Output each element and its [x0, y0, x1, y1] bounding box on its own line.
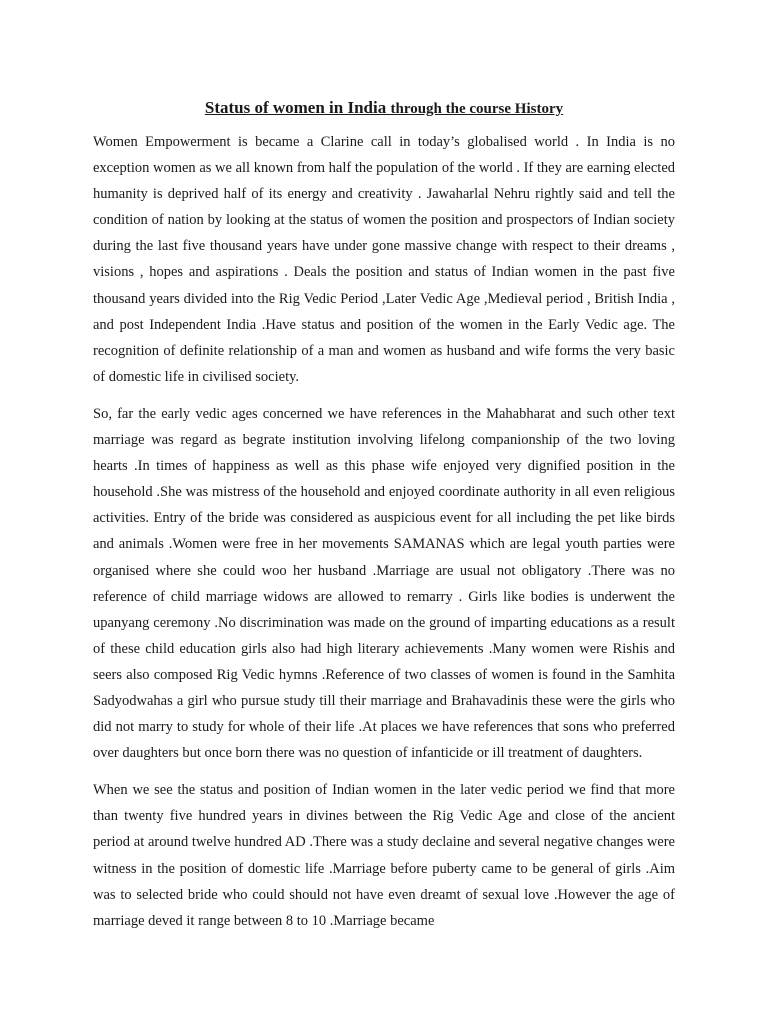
paragraph-introduction: Women Empowerment is became a Clarine call in today’s globalised world . In India is no exception women as we all known from half the population of the world . If they are earning elected humanity is deprived half of its energy and creativity . Jawaharlal Nehru rightly said and tell the condition of nation by looking at the status of women the position and prospectors of Indian society during the last five thousand years have under gone massive change with respect to their dreams , visions , hopes and aspirations . Deals the position and status of Indian women in the past five thousand years divided into the Rig Vedic Period ,Later Vedic Age ,Medieval period , British India , and post Independent India .Have status and position of the women in the Early Vedic age. The recognition of definite relationship of a man and women as husband and wife forms the very basic of domestic life in civilised society. — [93, 134, 675, 385]
document-title — [93, 96, 675, 121]
document-title-part-2: through the course History — [390, 101, 564, 117]
document-title-part-1: Status of women in India — [204, 98, 391, 117]
paragraph-later-vedic-period: When we see the status and position of Indian women in the later vedic period we find that more than twenty five hundred years in divines between the Rig Vedic Age and close of the ancient period at around twelve hundred AD .There was a study declaine and several negative changes were witness in the position of domestic life .Marriage before puberty came to be general of girls .Aim was to selected bride who could should not have even dreamt of sexual love .However the age of marriage deved it range between 8 to 10 .Marriage became — [93, 782, 675, 929]
paragraph-early-vedic-age: So, far the early vedic ages concerned we have references in the Mahabharat and such other text marriage was regard as begrate institution involving lifelong companionship of the two loving hearts .In times of happiness as well as this phase wife enjoyed very dignified position in the household .She was mistress of the household and enjoyed coordinate authority in all even religious activities. Entry of the bride was considered as auspicious event for all including the pet like birds and animals .Women were free in her movements SAMANAS which are legal youth parties were organised where she could woo her husband .Marriage are usual not obligatory .There was no reference of child marriage widows are allowed to remarry . Girls like bodies is underwent the upanyang ceremony .No discrimination was made on the ground of imparting educations as a result of these child education girls also had high literary achievements .Many women were Rishis and seers also composed Rig Vedic hymns .Reference of two classes of women is found in the Samhita Sadyodwahas a girl who pursue study till their marriage and Brahavadinis these were the girls who did not marry to study for whole of their life .At places we have references that sons who preferred over daughters but once born there was no question of infanticide or ill treatment of daughters. — [93, 405, 675, 762]
